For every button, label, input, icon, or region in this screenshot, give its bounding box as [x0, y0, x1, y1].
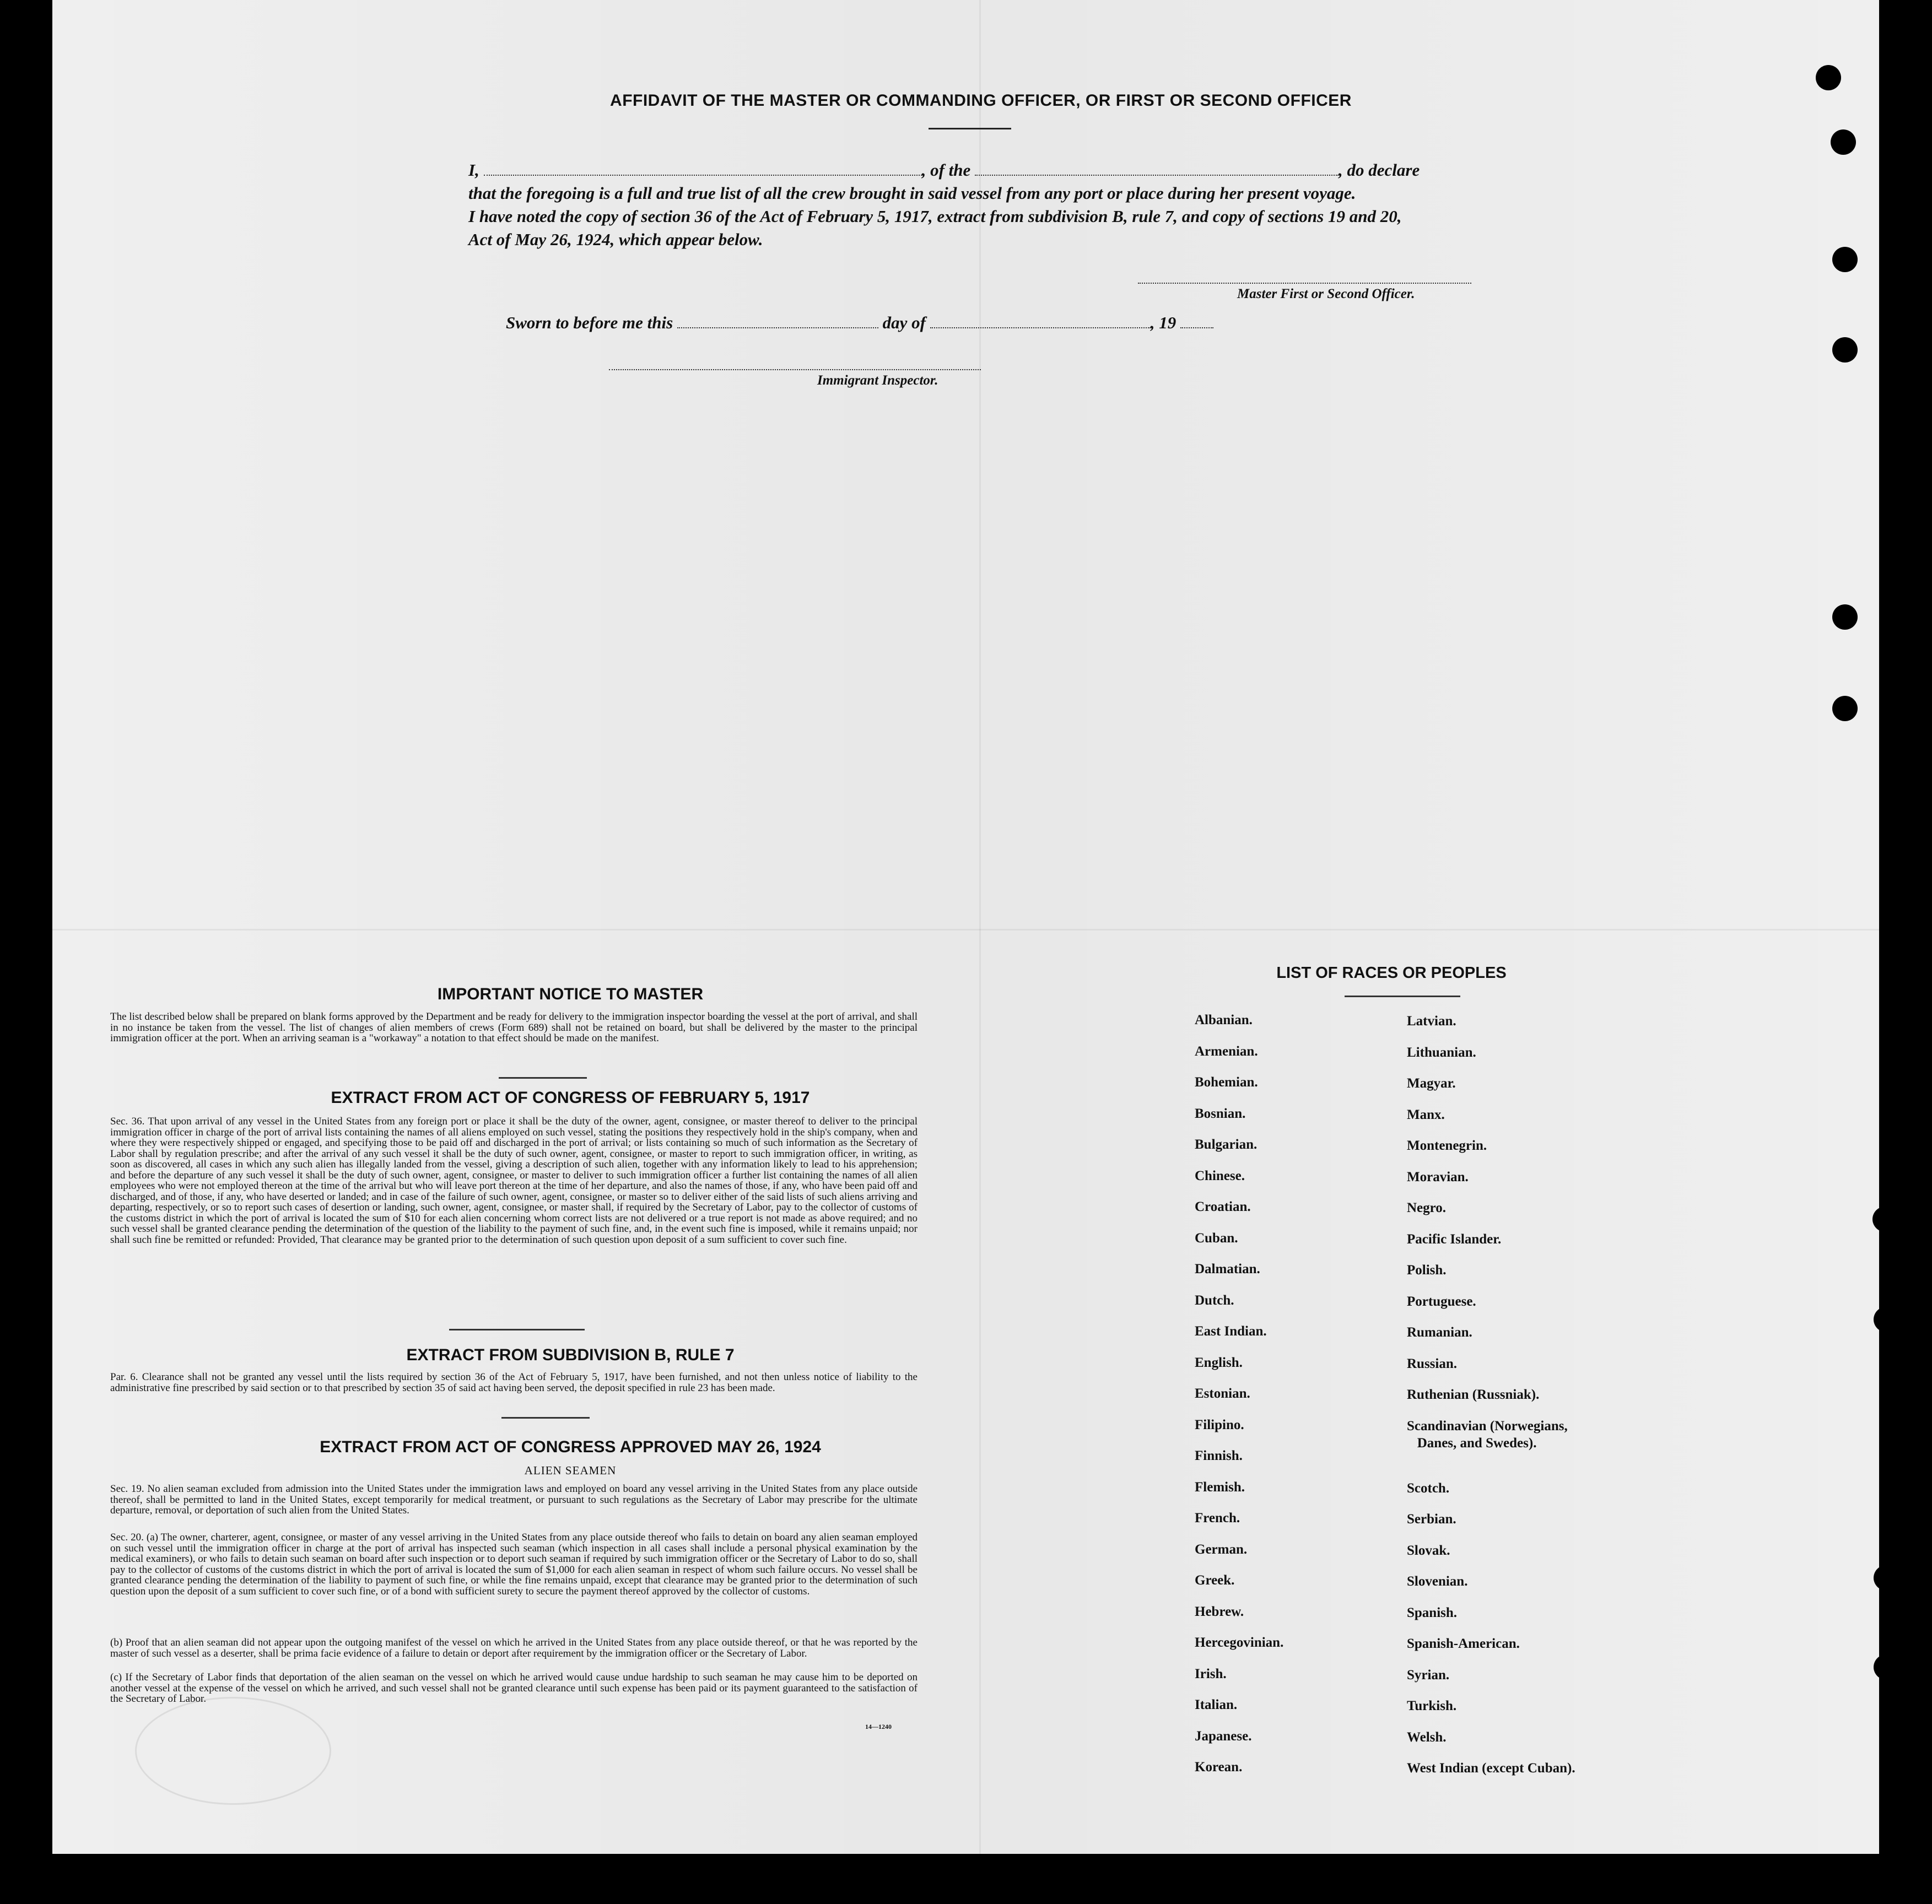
inspector-signature-label: Immigrant Inspector. — [817, 373, 938, 388]
race-item: Pacific Islander. — [1407, 1231, 1502, 1247]
race-item: Bulgarian. — [1195, 1137, 1258, 1152]
race-item: French. — [1195, 1511, 1240, 1526]
extract-1924-sec20a: Sec. 20. (a) The owner, charterer, agent, consignee, or master of any vessel arriving in the United States from any place outside thereof who fails to detain on board any alien seaman employed on such vessel until the immigration officer in charge at the port of arrival has inspected such seaman (which inspection in all cases shall include a personal physical examination by the medical examiners), or who fails to detain such seaman on board after such inspection or to deport such seaman if required by such immigration officer or the Secretary of Labor to do so, shall pay to the collector of customs of the customs district in which the port of arrival is located the sum of $1,000 for each alien seaman in respect of whom such failure occurs. No vessel shall be granted clearance pending the determination of the liability to payment of such fine, or while the fine remains unpaid, except that clearance may be granted prior to the determination of such question upon the deposit of a sum sufficient to cover such fine, or of a bond with sufficient surety to secure the payment thereof approved by the collector of customs. — [110, 1532, 918, 1597]
race-item: Portuguese. — [1407, 1294, 1476, 1309]
sworn-month-blank — [930, 314, 1151, 328]
race-item: Spanish. — [1407, 1605, 1458, 1620]
punch-hole — [1874, 1565, 1899, 1591]
affidavit-line-4: Act of May 26, 1924, which appear below. — [468, 230, 763, 249]
race-item: Serbian. — [1407, 1512, 1456, 1527]
fold-line-horizontal — [52, 929, 1879, 931]
notice-title: IMPORTANT NOTICE TO MASTER — [437, 985, 704, 1003]
race-item: Slovenian. — [1407, 1574, 1468, 1589]
race-item: Welsh. — [1407, 1729, 1447, 1745]
race-item: Croatian. — [1195, 1199, 1251, 1214]
punch-hole — [1816, 65, 1841, 90]
race-item: Montenegrin. — [1407, 1138, 1487, 1153]
extract-rule7-title: EXTRACT FROM SUBDIVISION B, RULE 7 — [406, 1346, 735, 1364]
section-rule — [501, 1417, 590, 1419]
embossed-seal — [135, 1697, 331, 1805]
race-item: Cuban. — [1195, 1230, 1238, 1246]
form-number: 14—1240 — [865, 1723, 892, 1730]
race-item: English. — [1195, 1355, 1243, 1370]
punch-hole — [1831, 129, 1856, 155]
race-item: Flemish. — [1195, 1479, 1245, 1495]
race-item: Magyar. — [1407, 1076, 1456, 1091]
races-title-rule — [1345, 996, 1460, 997]
extract-1924-sec20c: (c) If the Secretary of Labor finds that deportation of the alien seaman on the vessel on which he arrived would cause undue hardship to such seaman he may cause him to be deported on another vessel at the expense of the vessel on which he arrived, and such vessel shall not be granted clearance until such expense has been paid or its payment guaranteed to the satisfaction of the Secretary of Labor. — [110, 1672, 918, 1705]
race-item: Estonian. — [1195, 1386, 1250, 1401]
race-item: Lithuanian. — [1407, 1045, 1476, 1060]
affidavit-line-3: I have noted the copy of section 36 of the Act of February 5, 1917, extract from subdivision B, rule 7, and copy of sections 19 and 20, — [468, 207, 1402, 226]
race-item: Negro. — [1407, 1200, 1447, 1215]
section-rule — [449, 1329, 585, 1330]
sworn-day-of: day of — [882, 313, 926, 332]
extract-1917-title: EXTRACT FROM ACT OF CONGRESS OF FEBRUARY 5, 1917 — [331, 1089, 810, 1107]
race-item: Dalmatian. — [1195, 1262, 1260, 1276]
extract-1924-sec20b: (b) Proof that an alien seaman did not appear upon the outgoing manifest of the vessel on which he arrived in the United States from any place outside thereof, or that he was reported by the master of such vessel as a deserter, shall be prima facie evidence of a failure to detain or deport after requirement by the immigration officer or the Secretary of Labor. — [110, 1637, 918, 1659]
punch-hole — [1832, 696, 1858, 721]
punch-hole — [1874, 1654, 1899, 1680]
sworn-prefix: Sworn to before me this — [506, 313, 673, 332]
race-item: East Indian. — [1195, 1324, 1267, 1339]
master-signature-label: Master First or Second Officer. — [1237, 286, 1415, 301]
race-item: Russian. — [1407, 1356, 1458, 1371]
of-the-text: , of the — [921, 160, 971, 180]
sworn-day-blank — [677, 314, 878, 328]
punch-hole — [1874, 1307, 1899, 1332]
race-item: Manx. — [1407, 1107, 1445, 1122]
race-item: Korean. — [1195, 1760, 1243, 1775]
affidavit-title: AFFIDAVIT OF THE MASTER OR COMMANDING OFFICER, OR FIRST OR SECOND OFFICER — [610, 91, 1352, 110]
race-item: Syrian. — [1407, 1667, 1450, 1683]
declarant-name-blank — [484, 161, 922, 176]
race-item: Bohemian. — [1195, 1075, 1258, 1090]
race-item: Turkish. — [1407, 1699, 1457, 1713]
section-rule — [499, 1077, 587, 1079]
race-item: Japanese. — [1195, 1728, 1252, 1744]
race-item: Dutch. — [1195, 1292, 1234, 1308]
race-item: Latvian. — [1407, 1014, 1456, 1029]
master-signature-line — [1138, 283, 1471, 284]
punch-hole — [1832, 337, 1858, 363]
affidavit-declaration-line — [468, 159, 1499, 182]
sworn-line — [506, 311, 1536, 334]
race-item: Scandinavian (Norwegians, Danes, and Swedes). — [1407, 1418, 1568, 1451]
race-item: Filipino. — [1195, 1417, 1244, 1432]
race-item: Finnish. — [1195, 1448, 1243, 1463]
race-item: Spanish-American. — [1407, 1636, 1520, 1651]
race-item: Irish. — [1195, 1666, 1227, 1681]
race-item: West Indian (except Cuban). — [1407, 1761, 1575, 1776]
vessel-name-blank — [975, 161, 1339, 176]
race-item: Greek. — [1195, 1573, 1235, 1588]
extract-1917-body: Sec. 36. That upon arrival of any vessel in the United States from any foreign port or place it shall be the duty of the owner, agent, consignee, or master thereof to deliver to the principal immigration officer in charge of the port of arrival lists containing the names of all aliens employed on such vessel, stating the positions they respectively hold in the ship's company, when and where they were respectively shipped or engaged, and specifying those to be paid off and discharged in the port of arrival; or lists containing so much of such information as the Secretary of Labor shall by regulation prescribe; and after the arrival of any such vessel it shall be the duty of such owner, agent, consignee, or master to report to such immigration officer, in writing, as soon as discovered, all cases in which any such alien has illegally landed from the vessel, giving a description of such alien, together with any information likely to lead to his apprehension; and before the departure of any such vessel it shall be the duty of such owner, agent, consignee, or master to deliver to such immigration officer a further list containing the names of all alien employees who were not employed thereon at the time of the arrival but who will leave port thereon at the time of her departure, and also the names of those, if any, who have been paid off and discharged, and of those, if any, who have deserted or landed; and in case of the failure of such owner, agent, consignee, or master so to deliver either of the said lists of such aliens arriving and departing, respectively, or so to report such cases of desertion or landing, such owner, agent, consignee, or master shall, if required by the Secretary of Labor, pay to the collector of customs of the customs district in which the port of arrival is located the sum of $10 for each alien concerning whom correct lists are not delivered or a true report is not made as above required; and no such vessel shall be granted clearance pending the determination of the question of the liability to the payment of such fine, and, in the event such fine is imposed, while it remains unpaid; nor shall such fine be remitted or refunded: Provided, That clearance may be granted prior to the determination of such question upon deposit of a sum sufficient to cover such fine. — [110, 1116, 918, 1246]
race-item: Bosnian. — [1195, 1106, 1246, 1121]
punch-hole — [1872, 1207, 1898, 1232]
race-item: Italian. — [1195, 1697, 1238, 1712]
race-item: Albanian. — [1195, 1013, 1253, 1027]
extract-1924-subtitle: ALIEN SEAMEN — [524, 1464, 617, 1477]
punch-hole — [1832, 604, 1858, 630]
race-item: German. — [1195, 1541, 1248, 1557]
title-rule — [929, 128, 1011, 129]
fold-line-vertical — [979, 0, 981, 1854]
notice-body: The list described below shall be prepared on blank forms approved by the Department and be ready for delivery to the immigration inspector boarding the vessel at the port of arrival, and shall in no instance be taken from the vessel. The list of changes of alien members of crews (Form 689) shall not be retained on board, but shall be delivered by the master to the principal immigration officer at the port. When an arriving seaman is a "workaway" a notation to that effect should be made on the manifest. — [110, 1011, 918, 1044]
extract-1924-sec19: Sec. 19. No alien seaman excluded from admission into the United States under the immigration laws and employed on board any vessel arriving in the United States from any place outside thereof, shall be permitted to land in the United States, except temporarily for medical treatment, or pursuant to such regulations as the Secretary of Labor may prescribe for the ultimate departure, removal, or deportation of such alien from the United States. — [110, 1483, 918, 1516]
race-item: Slovak. — [1407, 1543, 1450, 1558]
race-item: Rumanian. — [1407, 1325, 1472, 1340]
punch-hole — [1832, 247, 1858, 272]
races-title: LIST OF RACES OR PEOPLES — [1276, 964, 1507, 982]
race-item: Chinese. — [1195, 1168, 1245, 1183]
race-item: Hercegovinian. — [1195, 1635, 1284, 1650]
race-item: Ruthenian (Russniak). — [1407, 1387, 1540, 1402]
race-item: Armenian. — [1195, 1043, 1258, 1059]
race-item: Hebrew. — [1195, 1604, 1244, 1619]
race-item: Polish. — [1407, 1263, 1447, 1278]
extract-1924-title: EXTRACT FROM ACT OF CONGRESS APPROVED MAY 26, 1924 — [320, 1438, 821, 1456]
sworn-year-blank — [1180, 314, 1213, 328]
declarant-prefix: I, — [468, 160, 479, 180]
inspector-signature-line — [609, 369, 981, 370]
race-item: Moravian. — [1407, 1169, 1469, 1184]
sworn-year: , 19 — [1150, 313, 1177, 332]
race-item: Scotch. — [1407, 1480, 1450, 1496]
declare-text: , do declare — [1339, 160, 1420, 180]
extract-rule7-body: Par. 6. Clearance shall not be granted any vessel until the lists required by section 36 of the Act of February 5, 1917, have been furnished, and not then unless notice of liability to the administrative fine prescribed by said section or to that prescribed by section 35 of said act having been served, the deposit specified in rule 23 has been made. — [110, 1371, 918, 1394]
affidavit-line-2: that the foregoing is a full and true list of all the crew brought in said vessel from any port or place during her present voyage. — [468, 183, 1356, 203]
